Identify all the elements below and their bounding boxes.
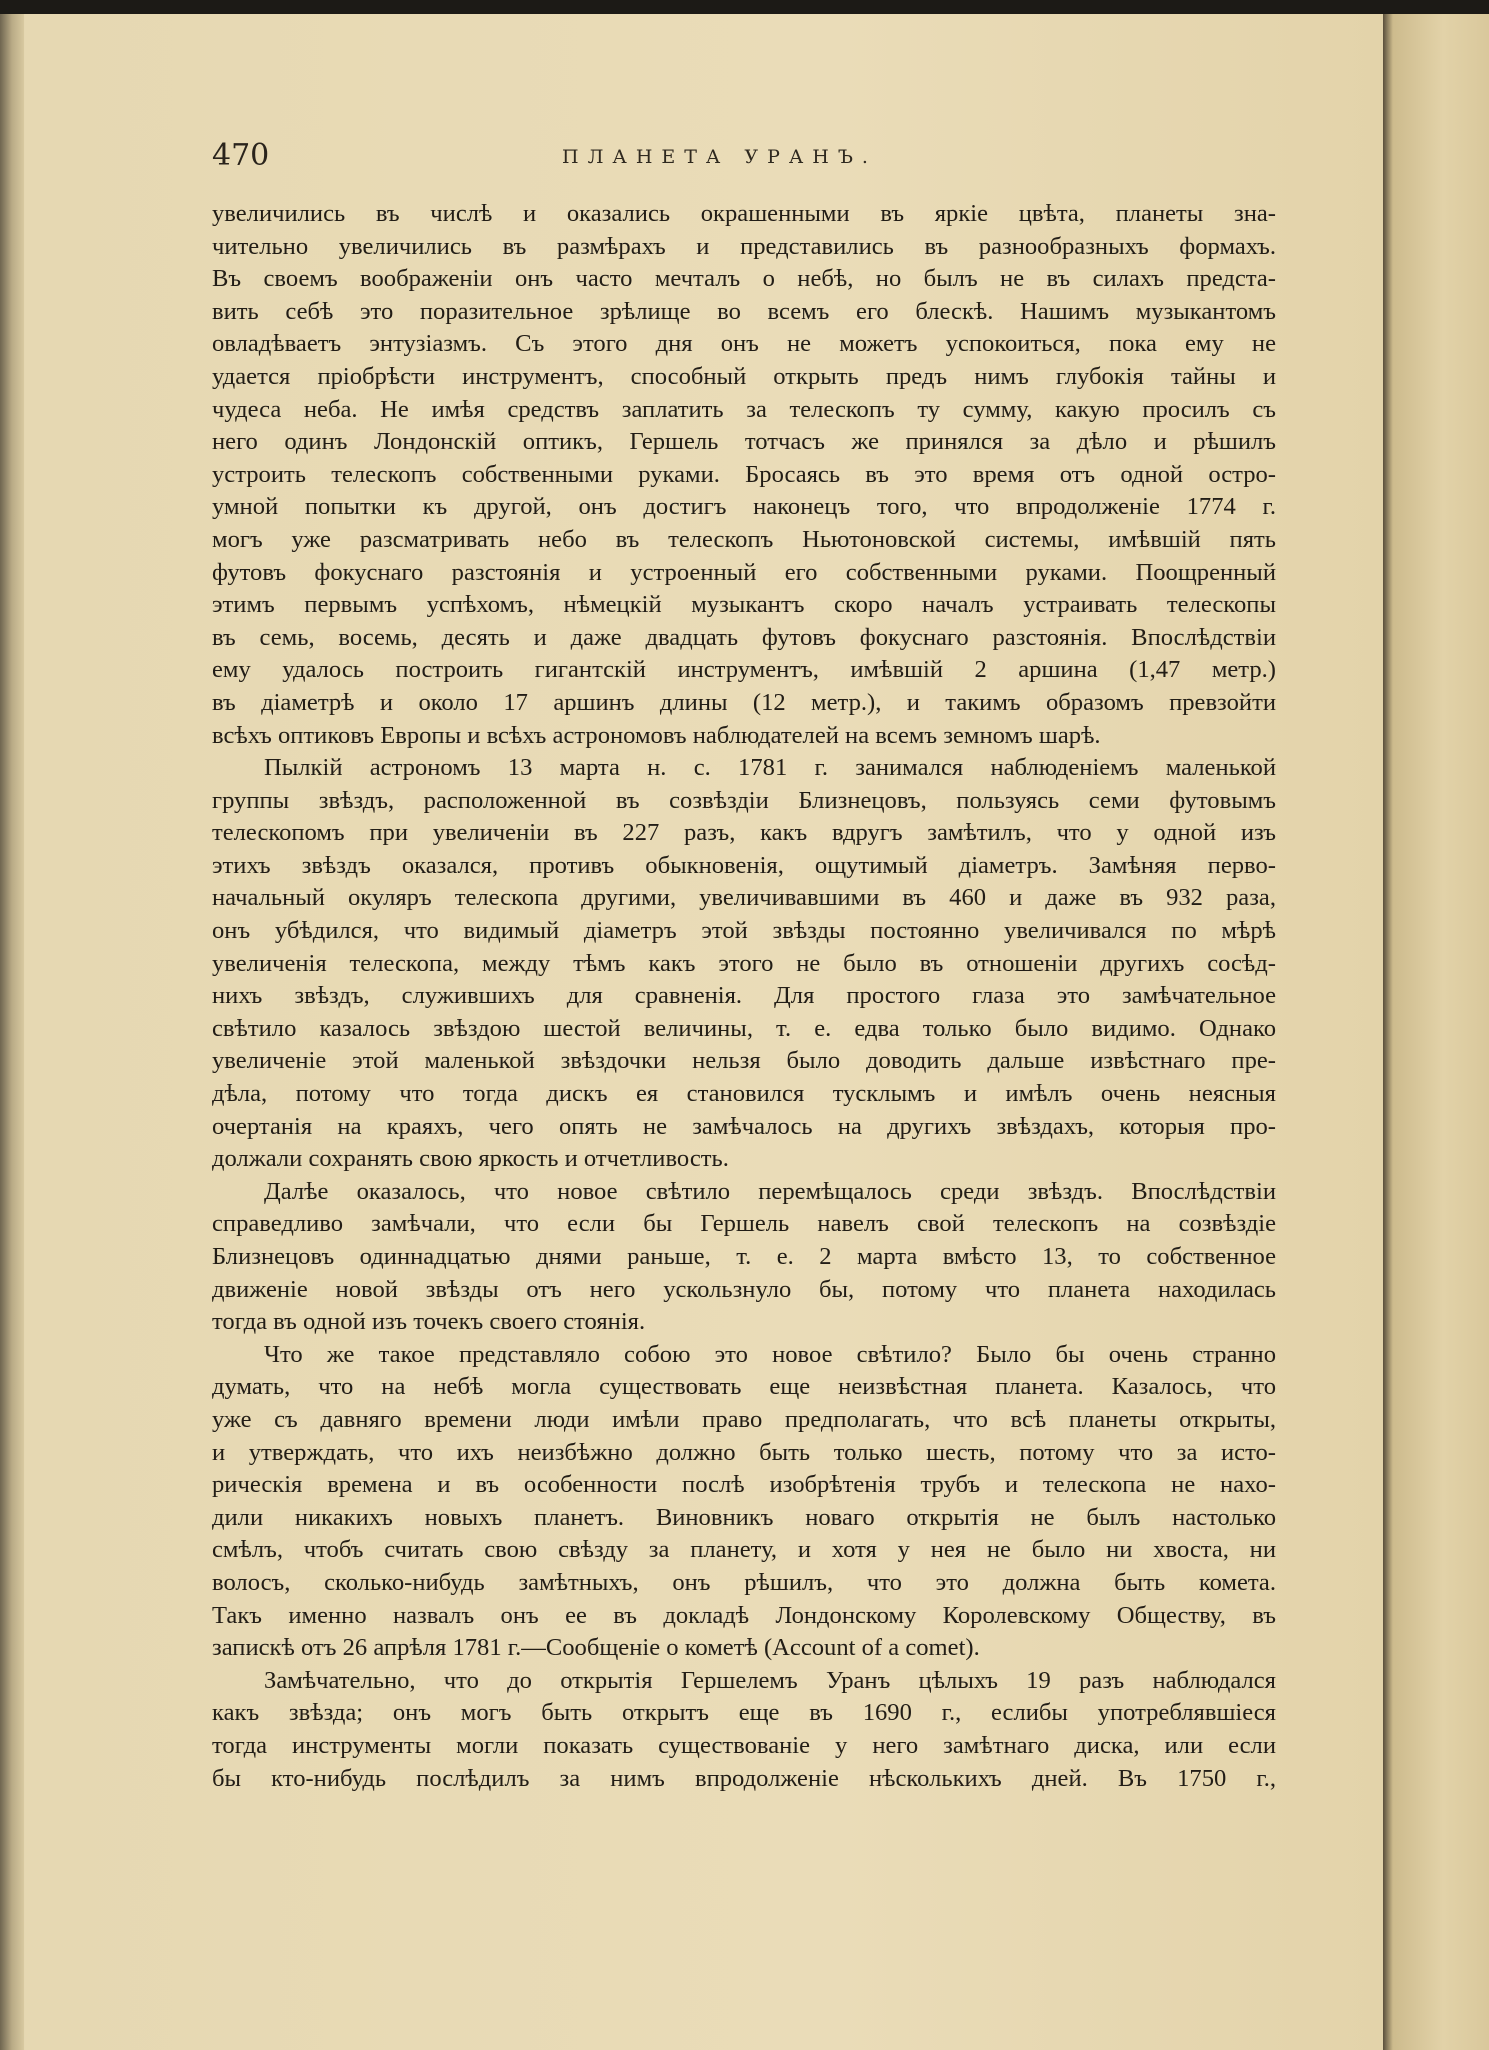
text-line: очертанія на краяхъ, чего опять не замѣчалось на другихъ звѣздахъ, которыя про- xyxy=(212,1112,1276,1140)
text-line: Что же такое представляло собою это новое свѣтило? Было бы очень странно xyxy=(264,1340,1276,1368)
text-line: какъ звѣзда; онъ могъ быть открытъ еще въ 1690 г., еслибы употреблявшіеся xyxy=(212,1699,1276,1727)
page-number: 470 xyxy=(212,138,270,173)
text-line: свѣтило казалось звѣздою шестой величины, т. е. едва только было видимо. Однако xyxy=(212,1014,1276,1042)
text-line: онъ убѣдился, что видимый діаметръ этой звѣзды постоянно увеличивался по мѣрѣ xyxy=(212,917,1276,945)
text-line: ему удалось построить гигантскій инструментъ, имѣвшій 2 аршина (1,47 метр.) xyxy=(212,656,1276,684)
text-line: увеличились въ числѣ и оказались окрашенными въ яркіе цвѣта, планеты зна- xyxy=(212,200,1276,227)
text-line: этимъ первымъ успѣхомъ, нѣмецкій музыкантъ скоро началъ устраивать телескопы xyxy=(212,591,1276,619)
adjacent-page-edge xyxy=(1383,14,1489,2050)
text-line: группы звѣздъ, расположенной въ созвѣздіи Близнецовъ, пользуясь семи футовымъ xyxy=(212,786,1276,814)
text-line: дѣла, потому что тогда дискъ ея становился тусклымъ и имѣлъ очень неясныя xyxy=(212,1080,1276,1108)
text-line: и утверждать, что ихъ неизбѣжно должно быть только шесть, потому что за исто- xyxy=(212,1438,1276,1466)
text-line: телескопомъ при увеличеніи въ 227 разъ, какъ вдругъ замѣтилъ, что у одной изъ xyxy=(212,819,1276,847)
page-header xyxy=(212,138,1272,178)
text-line: нихъ звѣздъ, служившихъ для сравненія. Для простого глаза это замѣчательное xyxy=(212,982,1276,1010)
text-line: Далѣе оказалось, что новое свѣтило перемѣщалось среди звѣздъ. Впослѣдствіи xyxy=(264,1177,1276,1205)
running-title: ПЛАНЕТА УРАНЪ. xyxy=(562,146,877,168)
text-line: Пылкій астрономъ 13 марта н. с. 1781 г. занимался наблюденіемъ маленькой xyxy=(264,754,1276,782)
text-line: тогда въ одной изъ точекъ своего стоянія. xyxy=(212,1308,646,1336)
body-text xyxy=(212,198,1276,1795)
text-line: думать, что на небѣ могла существовать еще неизвѣстная планета. Казалось, что xyxy=(212,1373,1276,1401)
text-line: него одинъ Лондонскій оптикъ, Гершель тотчасъ же принялся за дѣло и рѣшилъ xyxy=(212,428,1276,456)
text-line: Близнецовъ одиннадцатью днями раньше, т. е. 2 марта вмѣсто 13, то собственное xyxy=(212,1243,1276,1270)
text-line: вить себѣ это поразительное зрѣлище во всемъ его блескѣ. Нашимъ музыкантомъ xyxy=(212,297,1276,325)
text-line: волосъ, сколько-нибудь замѣтныхъ, онъ рѣшилъ, что это должна быть комета. xyxy=(212,1568,1276,1596)
text-line: футовъ фокуснаго разстоянія и устроенный его собственными руками. Поощренный xyxy=(212,558,1276,586)
text-line: тогда инструменты могли показать существованіе у него замѣтнаго диска, или если xyxy=(212,1731,1276,1759)
text-line: начальный окуляръ телескопа другими, увеличивавшими въ 460 и даже въ 932 раза, xyxy=(212,884,1276,912)
text-line: въ семь, восемь, десять и даже двадцать футовъ фокуснаго разстоянія. Впослѣдствіи xyxy=(212,623,1276,651)
text-line: устроить телескопъ собственными руками. Бросаясь въ это время отъ одной остро- xyxy=(212,460,1276,488)
text-line: умной попытки къ другой, онъ достигъ наконецъ того, что впродолженіе 1774 г. xyxy=(212,493,1276,521)
text-line: должали сохранять свою яркость и отчетливость. xyxy=(212,1145,729,1173)
text-line: уже съ давняго времени люди имѣли право предполагать, что всѣ планеты открыты, xyxy=(212,1405,1276,1433)
page-gutter xyxy=(0,14,24,2050)
text-line: увеличенія телескопа, между тѣмъ какъ этого не было въ отношеніи другихъ сосѣд- xyxy=(212,949,1276,977)
text-line: справедливо замѣчали, что если бы Гершель навелъ свой телескопъ на созвѣздіе xyxy=(212,1210,1276,1238)
text-line: рическія времена и въ особенности послѣ изобрѣтенія трубъ и телескопа не нахо- xyxy=(212,1471,1276,1499)
text-line: всѣхъ оптиковъ Европы и всѣхъ астрономовъ наблюдателей на всемъ земномъ шарѣ. xyxy=(212,721,1101,749)
text-line: движеніе новой звѣзды отъ него ускользнуло бы, потому что планета находилась xyxy=(212,1275,1276,1303)
text-line: овладѣваетъ энтузіазмъ. Съ этого дня онъ не можетъ успокоиться, пока ему не xyxy=(212,330,1276,358)
text-line: бы кто-нибудь послѣдилъ за нимъ впродолженіе нѣсколькихъ дней. Въ 1750 г., xyxy=(212,1764,1276,1792)
text-line: чительно увеличились въ размѣрахъ и представились въ разнообразныхъ формахъ. xyxy=(212,232,1276,260)
text-line: Такъ именно назвалъ онъ ее въ докладѣ Лондонскому Королевскому Обществу, въ xyxy=(212,1601,1276,1629)
text-line: могъ уже разсматривать небо въ телескопъ Ньютоновской системы, имѣвшій пять xyxy=(212,525,1276,553)
text-line: въ діаметрѣ и около 17 аршинъ длины (12 метр.), и такимъ образомъ превзойти xyxy=(212,688,1276,716)
text-line: Замѣчательно, что до открытія Гершелемъ Уранъ цѣлыхъ 19 разъ наблюдался xyxy=(264,1666,1276,1694)
text-line: чудеса неба. Не имѣя средствъ заплатить за телескопъ ту сумму, какую просилъ съ xyxy=(212,395,1276,423)
text-line: увеличеніе этой маленькой звѣздочки нельзя было доводить дальше извѣстнаго пре- xyxy=(212,1047,1276,1075)
text-line: удается пріобрѣсти инструментъ, способный открыть предъ нимъ глубокія тайны и xyxy=(212,362,1276,390)
text-line: Въ своемъ воображеніи онъ часто мечталъ о небѣ, но былъ не въ силахъ предста- xyxy=(212,265,1276,293)
text-line: запискѣ отъ 26 апрѣля 1781 г.—Сообщеніе о кометѣ (Account of a comet). xyxy=(212,1634,980,1662)
text-line: этихъ звѣздъ оказался, противъ обыкновенія, ощутимый діаметръ. Замѣняя перво- xyxy=(212,851,1276,879)
text-line: смѣлъ, чтобъ считать свою свѣзду за планету, и хотя у нея не было ни хвоста, ни xyxy=(212,1536,1276,1564)
text-line: дили никакихъ новыхъ планетъ. Виновникъ новаго открытія не былъ настолько xyxy=(212,1503,1276,1531)
